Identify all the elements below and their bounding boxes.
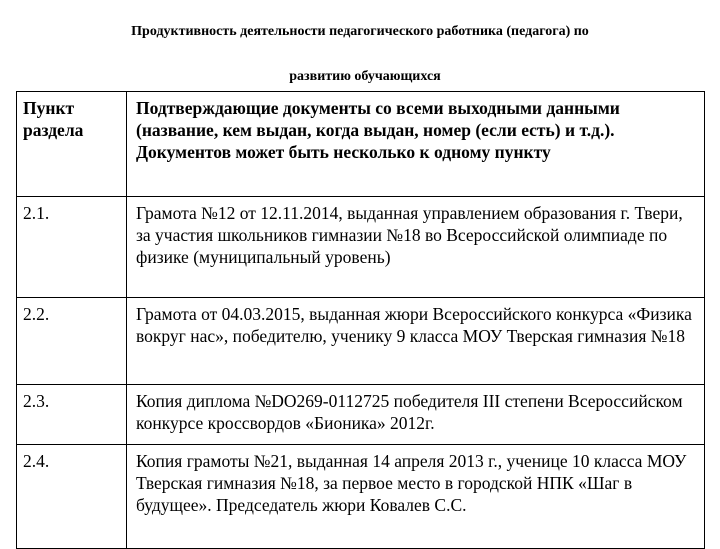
table-row: [17, 298, 705, 385]
table-row: [17, 445, 705, 549]
row-item-number: 2.4.: [17, 445, 127, 549]
table-header-row: [17, 92, 705, 197]
row-item-number: 2.1.: [17, 197, 127, 298]
header-item-number: Пункт раздела: [17, 92, 127, 197]
header-documents: Подтверждающие документы со всеми выходными данными (название, кем выдан, когда выдан, номер (если есть) и т.д.). Документов может быть несколько к одному пункту: [127, 92, 705, 197]
documents-table: [16, 91, 705, 549]
row-document: Грамота от 04.03.2015, выданная жюри Всероссийского конкурса «Физика вокруг нас», победителю, ученику 9 класса МОУ Тверская гимназия №18: [127, 298, 705, 385]
row-document: Копия диплома №DO269-0112725 победителя III степени Всероссийском конкурсе кроссвордов «Бионика» 2012г.: [127, 385, 705, 445]
row-item-number: 2.2.: [17, 298, 127, 385]
table-row: [17, 385, 705, 445]
table-row: [17, 197, 705, 298]
page-title-line-2: развитию обучающихся: [289, 69, 441, 84]
page-title-line-1: Продуктивность деятельности педагогического работника (педагога) по: [131, 24, 589, 39]
row-document: Грамота №12 от 12.11.2014, выданная управлением образования г. Твери, за участия школьников гимназии №18 во Всероссийской олимпиаде по физике (муниципальный уровень): [127, 197, 705, 298]
row-document: Копия грамоты №21, выданная 14 апреля 2013 г., ученице 10 класса МОУ Тверская гимназия №18, за первое место в городской НПК «Шаг в будущее». Председатель жюри Ковалев С.С.: [127, 445, 705, 549]
row-item-number: 2.3.: [17, 385, 127, 445]
